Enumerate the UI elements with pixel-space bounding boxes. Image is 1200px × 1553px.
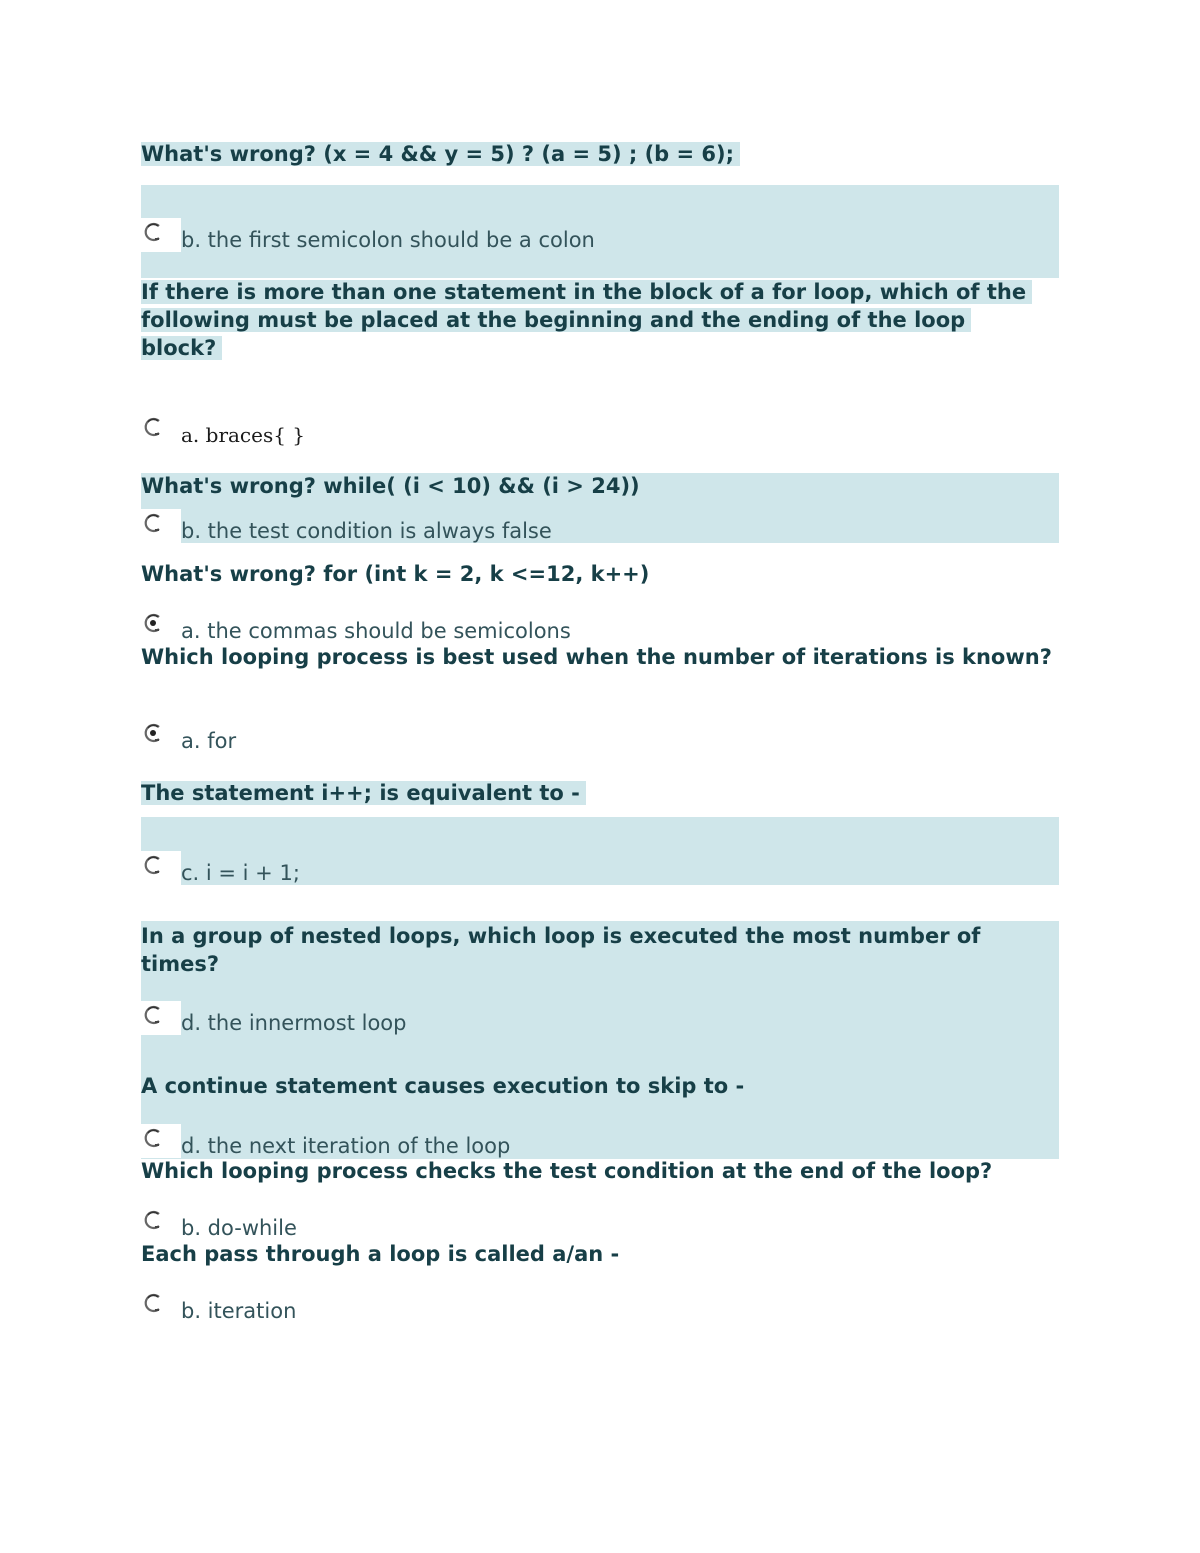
radio-button-icon[interactable] bbox=[141, 1001, 181, 1035]
answer-4[interactable] bbox=[141, 609, 571, 643]
answer-2[interactable] bbox=[141, 413, 305, 447]
answer-9[interactable] bbox=[141, 1206, 297, 1240]
answer-3-text: b. the test condition is always false bbox=[181, 519, 552, 543]
radio-button-selected-icon[interactable] bbox=[141, 609, 181, 643]
question-5 bbox=[141, 643, 1059, 671]
question-2-text: If there is more than one statement in the block of a for loop, which of the following must be placed at the beginning and the ending of the loop block? bbox=[141, 280, 1032, 360]
radio-button-icon[interactable] bbox=[141, 218, 181, 252]
answer-3[interactable] bbox=[141, 509, 552, 543]
question-7 bbox=[141, 922, 1059, 978]
question-9-text: Which looping process checks the test condition at the end of the loop? bbox=[141, 1159, 993, 1183]
question-3-text: What's wrong? while( (i < 10) && (i > 24)) bbox=[141, 474, 640, 498]
question-1 bbox=[141, 140, 1071, 168]
answer-1-text: b. the first semicolon should be a colon bbox=[181, 228, 595, 252]
answer-7-text: d. the innermost loop bbox=[181, 1011, 407, 1035]
radio-button-icon[interactable] bbox=[141, 413, 181, 447]
answer-10[interactable] bbox=[141, 1289, 296, 1323]
radio-button-icon[interactable] bbox=[141, 1206, 181, 1240]
answer-9-text: b. do-while bbox=[181, 1216, 297, 1240]
answer-4-text: a. the commas should be semicolons bbox=[181, 619, 571, 643]
question-4-text: What's wrong? for (int k = 2, k <=12, k++) bbox=[141, 562, 650, 586]
question-1-text: What's wrong? (x = 4 && y = 5) ? (a = 5) ; (b = 6); bbox=[141, 142, 740, 166]
answer-6[interactable] bbox=[141, 851, 300, 885]
question-10-text: Each pass through a loop is called a/an - bbox=[141, 1242, 620, 1266]
question-9 bbox=[141, 1157, 1081, 1185]
radio-button-icon[interactable] bbox=[141, 509, 181, 543]
radio-button-selected-icon[interactable] bbox=[141, 719, 181, 753]
question-8-text: A continue statement causes execution to skip to - bbox=[141, 1074, 745, 1098]
answer-10-text: b. iteration bbox=[181, 1299, 297, 1323]
answer-6-text: c. i = i + 1; bbox=[181, 861, 300, 885]
question-5-text: Which looping process is best used when the number of iterations is known? bbox=[141, 645, 1052, 669]
question-4 bbox=[141, 560, 1059, 588]
answer-8[interactable] bbox=[141, 1124, 510, 1158]
question-10 bbox=[141, 1240, 1059, 1268]
radio-button-icon[interactable] bbox=[141, 851, 181, 885]
answer-8-text: d. the next iteration of the loop bbox=[181, 1134, 511, 1158]
radio-button-icon[interactable] bbox=[141, 1289, 181, 1323]
question-3 bbox=[141, 472, 1059, 500]
question-7-text: In a group of nested loops, which loop is executed the most number of times? bbox=[141, 924, 981, 976]
question-6 bbox=[141, 779, 1059, 807]
answer-5-text: a. for bbox=[181, 729, 237, 753]
question-2 bbox=[141, 278, 1053, 362]
answer-1[interactable] bbox=[141, 218, 595, 252]
radio-button-icon[interactable] bbox=[141, 1124, 181, 1158]
answer-5[interactable] bbox=[141, 719, 236, 753]
answer-7[interactable] bbox=[141, 1001, 406, 1035]
question-6-text: The statement i++; is equivalent to - bbox=[141, 781, 586, 805]
question-8 bbox=[141, 1072, 1059, 1100]
answer-2-text: a. braces{ } bbox=[181, 423, 306, 447]
